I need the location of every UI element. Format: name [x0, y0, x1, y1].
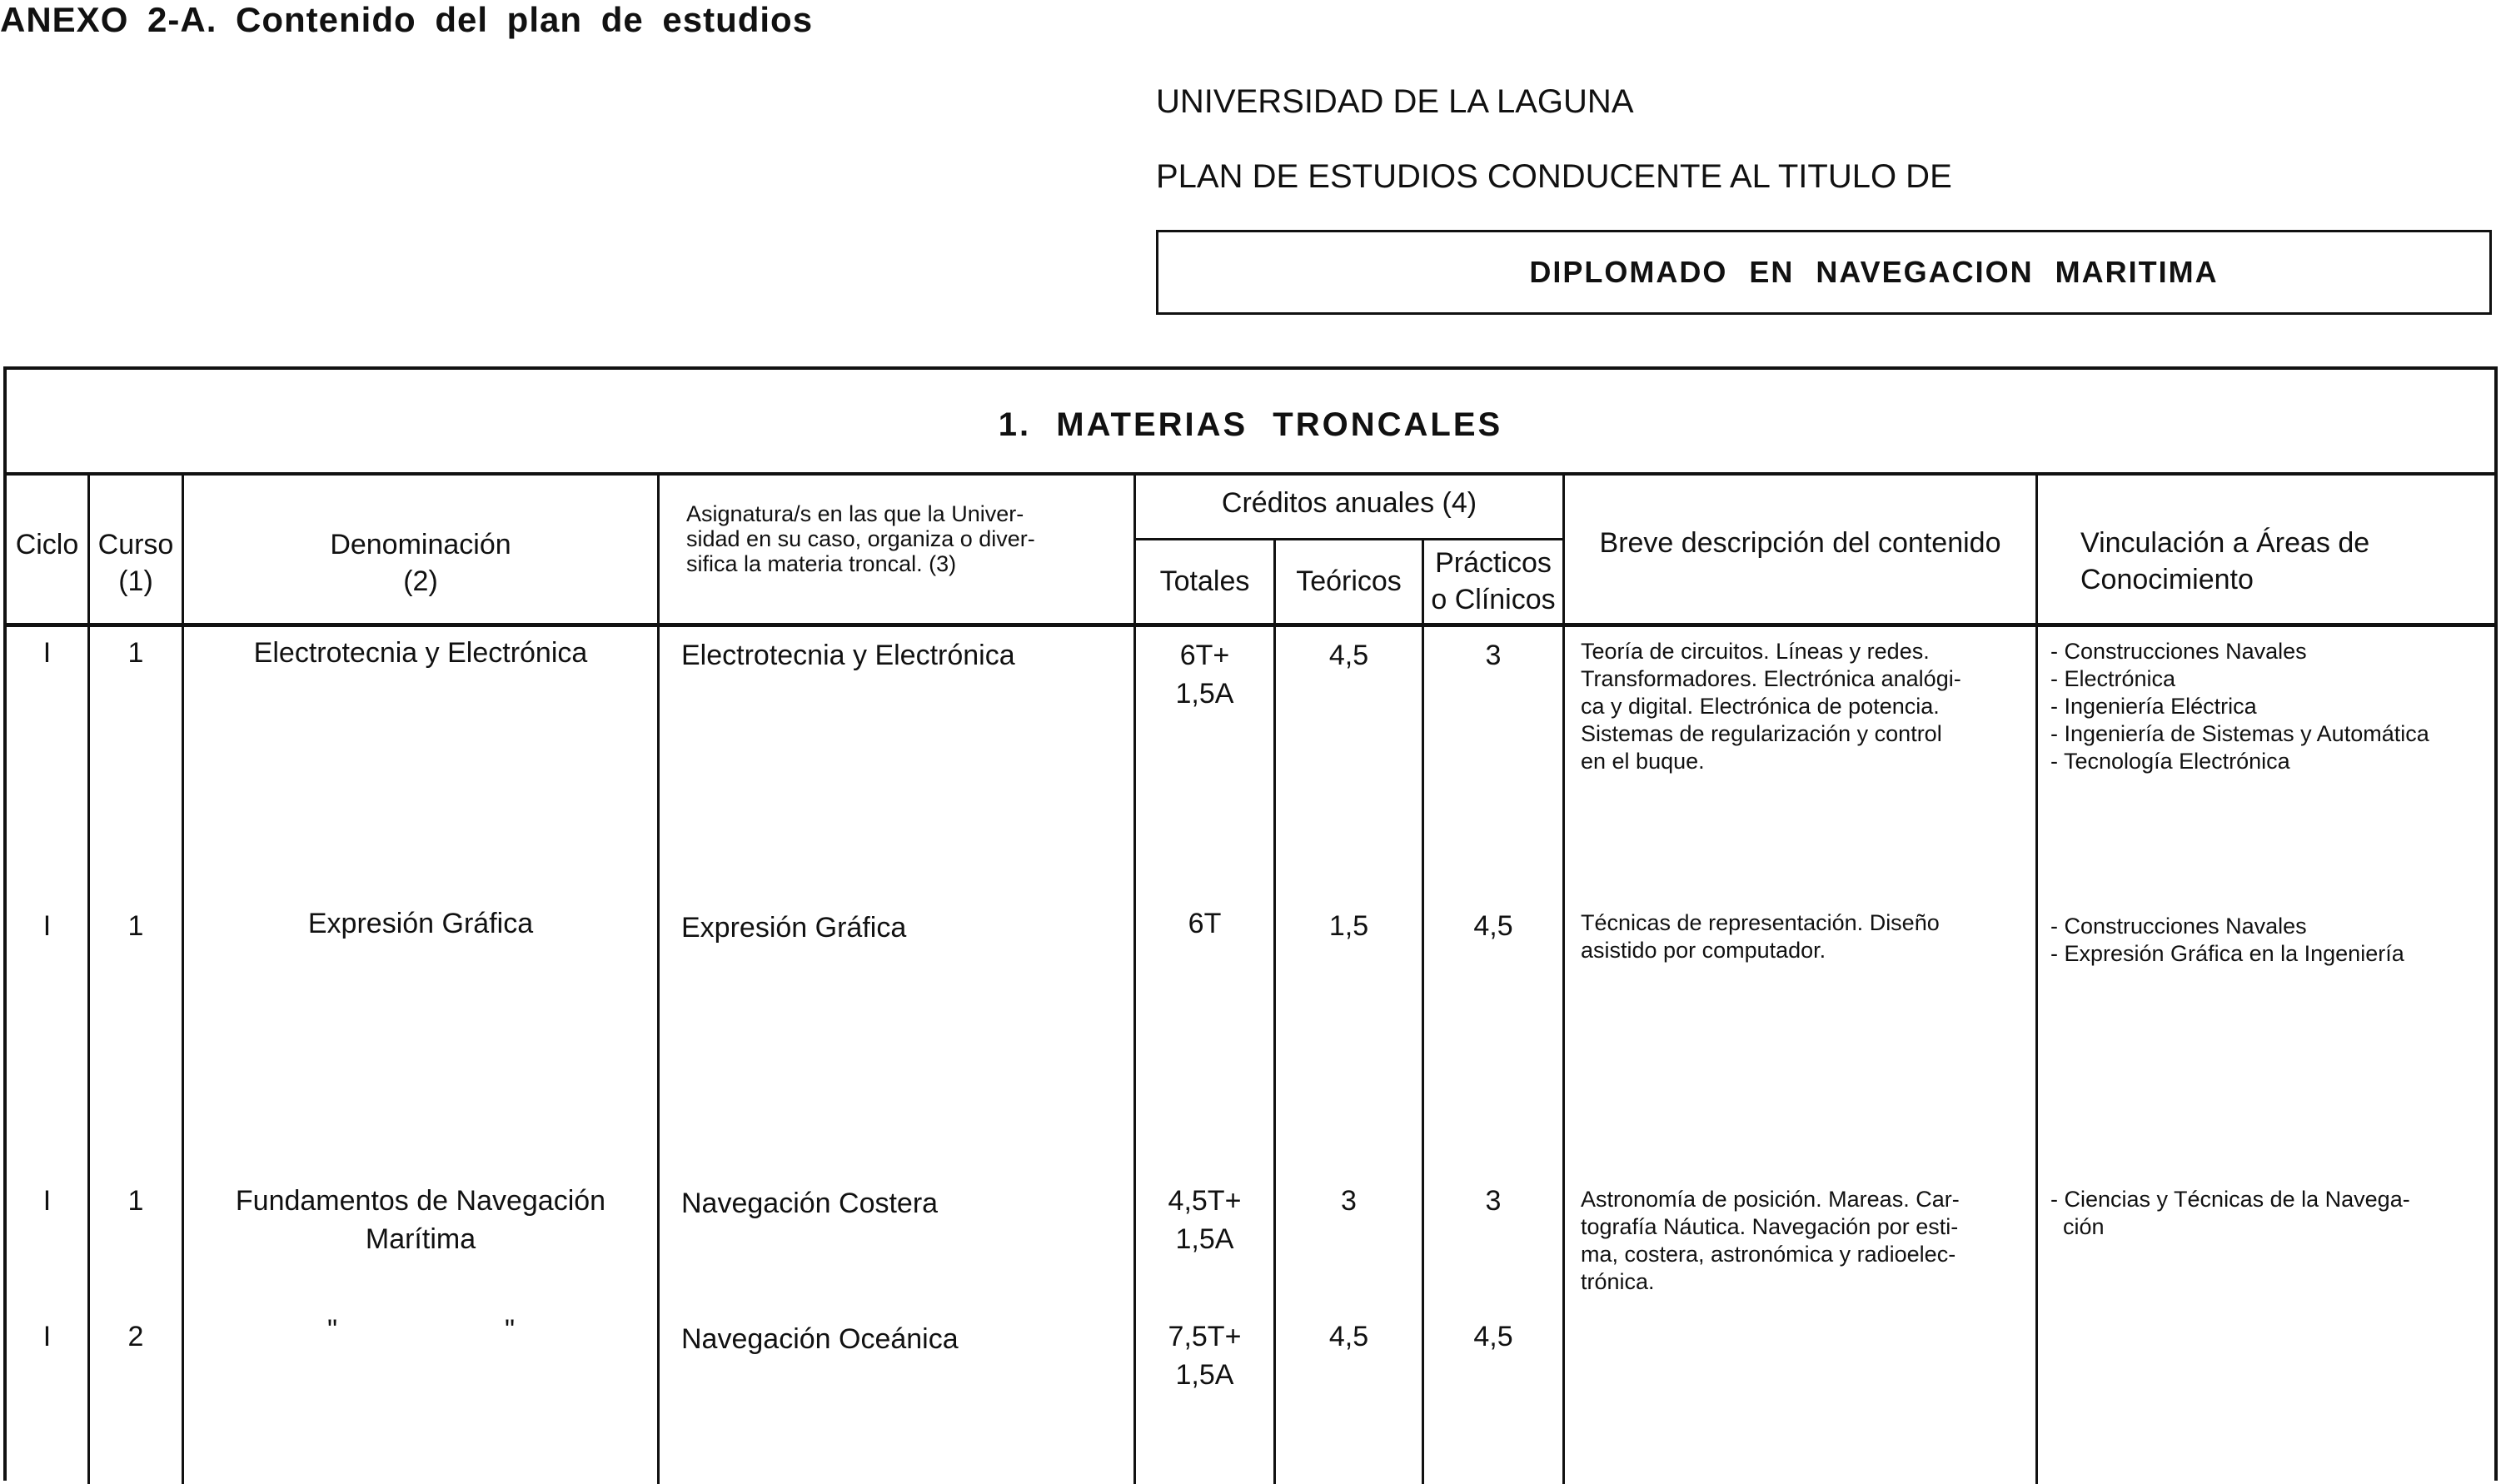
row2-descripcion [1581, 909, 2030, 964]
area-item: - Electrónica [2050, 666, 2176, 691]
col-rule [1562, 474, 1565, 1484]
descripcion-line: Transformadores. Electrónica analógi- [1581, 666, 1961, 691]
col-rule [657, 474, 660, 1484]
descripcion-line: en el buque. [1581, 749, 1705, 774]
denominacion-line: Fundamentos de Navegación [235, 1185, 606, 1217]
header-creditos: Créditos anuales (4) [1221, 487, 1477, 519]
header-asignatura-line: sifica la materia troncal. (3) [686, 551, 957, 576]
col-rule [182, 474, 184, 1484]
header-denominacion-note: (2) [403, 565, 438, 597]
row1-denominacion [184, 634, 657, 672]
row3-teoricos: 3 [1341, 1185, 1357, 1217]
descripcion-line: ca y digital. Electrónica de potencia. [1581, 694, 1940, 719]
row2-areas [2050, 913, 2492, 968]
degree-box [1156, 230, 2492, 315]
header-ciclo [7, 526, 87, 563]
row3-asignatura: Navegación Costera [681, 1188, 939, 1219]
subjects-table [3, 366, 2498, 1481]
row4-teoricos: 4,5 [1328, 1321, 1369, 1352]
totales-line: 1,5A [1175, 678, 1234, 710]
plan-label: PLAN DE ESTUDIOS CONDUCENTE AL TITULO DE [1156, 158, 1952, 195]
header-vinculacion-line: Conocimiento [2080, 564, 2254, 595]
row4-ciclo: I [42, 1321, 52, 1352]
totales-line: 6T [1188, 908, 1222, 939]
header-asignatura-line: Asignatura/s en las que la Univer- [686, 501, 1024, 526]
header-ciclo-label: Ciclo [15, 529, 79, 560]
row3-totales [1136, 1182, 1273, 1258]
row1-asignatura: Electrotecnia y Electrónica [681, 640, 1015, 671]
area-item: ción [2050, 1214, 2105, 1239]
totales-line: 4,5T+ [1168, 1185, 1242, 1217]
row2-teoricos: 1,5 [1328, 910, 1369, 942]
header-curso-label: Curso [97, 529, 174, 560]
row4-practicos: 4,5 [1473, 1321, 1513, 1352]
row2-ciclo: I [42, 910, 52, 942]
denominacion-line: Marítima [365, 1223, 476, 1255]
row1-totales [1136, 636, 1273, 713]
header-practicos [1424, 545, 1562, 618]
row1-practicos: 3 [1485, 640, 1502, 671]
area-item: - Ingeniería de Sistemas y Automática [2050, 721, 2429, 746]
totales-line: 1,5A [1175, 1359, 1234, 1391]
descripcion-line: trónica. [1581, 1269, 1655, 1294]
area-item: - Ingeniería Eléctrica [2050, 694, 2257, 719]
row3-practicos: 3 [1485, 1185, 1502, 1217]
header-curso-note: (1) [118, 565, 153, 597]
totales-line: 1,5A [1175, 1223, 1234, 1255]
header-vinculacion-line: Vinculación a Áreas de [2080, 527, 2370, 559]
row4-denominacion-ditto-right: " [505, 1314, 516, 1346]
credits-rule [1135, 538, 1563, 540]
row3-areas [2050, 1186, 2492, 1241]
area-item: - Tecnología Electrónica [2050, 749, 2290, 774]
descripcion-line: Sistemas de regularización y control [1581, 721, 1942, 746]
header-curso [90, 526, 182, 600]
totales-line: 7,5T+ [1168, 1321, 1242, 1352]
header-rule [7, 623, 2494, 627]
row3-ciclo: I [42, 1185, 52, 1217]
row2-practicos: 4,5 [1473, 910, 1513, 942]
descripcion-line: asistido por computador. [1581, 938, 1826, 963]
row3-denominacion [184, 1182, 657, 1258]
row1-teoricos: 4,5 [1328, 640, 1369, 671]
university-name: UNIVERSIDAD DE LA LAGUNA [1156, 83, 1634, 120]
section-title: 1. MATERIAS TRONCALES [998, 406, 1503, 443]
descripcion-line: Astronomía de posición. Mareas. Car- [1581, 1187, 1960, 1212]
col-rule [2035, 474, 2038, 1484]
area-item: - Expresión Gráfica en la Ingeniería [2050, 941, 2404, 966]
row3-curso: 1 [127, 1185, 144, 1217]
section-rule [7, 472, 2494, 476]
row3-descripcion [1581, 1186, 2030, 1296]
row1-descripcion [1581, 638, 2030, 775]
descripcion-line: ma, costera, astronómica y radioelec- [1581, 1242, 1956, 1267]
header-denominacion-label: Denominación [330, 529, 511, 560]
area-item: - Ciencias y Técnicas de la Navega- [2050, 1187, 2410, 1212]
row1-curso: 1 [127, 637, 144, 669]
totales-line: 6T+ [1179, 640, 1230, 671]
row2-asignatura: Expresión Gráfica [681, 912, 907, 944]
header-denominacion [184, 526, 657, 600]
header-asignatura [686, 501, 1119, 576]
header-vinculacion [2080, 525, 2480, 598]
descripcion-line: Teoría de circuitos. Líneas y redes. [1581, 639, 1930, 664]
row1-ciclo: I [42, 637, 52, 669]
row4-asignatura: Navegación Oceánica [681, 1323, 959, 1355]
area-item: - Construcciones Navales [2050, 639, 2307, 664]
area-item: - Construcciones Navales [2050, 914, 2307, 939]
row1-areas [2050, 638, 2492, 775]
header-practicos-line: Prácticos [1435, 547, 1552, 579]
denominacion-line: Expresión Gráfica [307, 908, 534, 939]
row2-denominacion [184, 904, 657, 943]
header-teoricos: Teóricos [1296, 565, 1402, 597]
row4-curso: 2 [127, 1321, 144, 1352]
descripcion-line: tografía Náutica. Navegación por esti- [1581, 1214, 1959, 1239]
header-totales: Totales [1159, 565, 1250, 597]
row2-curso: 1 [127, 910, 144, 942]
header-descripcion: Breve descripción del contenido [1599, 527, 2001, 559]
row2-totales [1136, 904, 1273, 943]
row4-denominacion-ditto-left: " [327, 1314, 338, 1346]
degree-title: DIPLOMADO EN NAVEGACION MARITIMA [1529, 255, 2219, 289]
descripcion-line: Técnicas de representación. Diseño [1581, 910, 1940, 935]
header-asignatura-line: sidad en su caso, organiza o diver- [686, 526, 1035, 551]
row4-totales [1136, 1317, 1273, 1394]
header-practicos-line: o Clínicos [1431, 584, 1556, 615]
denominacion-line: Electrotecnia y Electrónica [253, 637, 588, 669]
annex-title: ANEXO 2-A. Contenido del plan de estudios [0, 0, 814, 39]
